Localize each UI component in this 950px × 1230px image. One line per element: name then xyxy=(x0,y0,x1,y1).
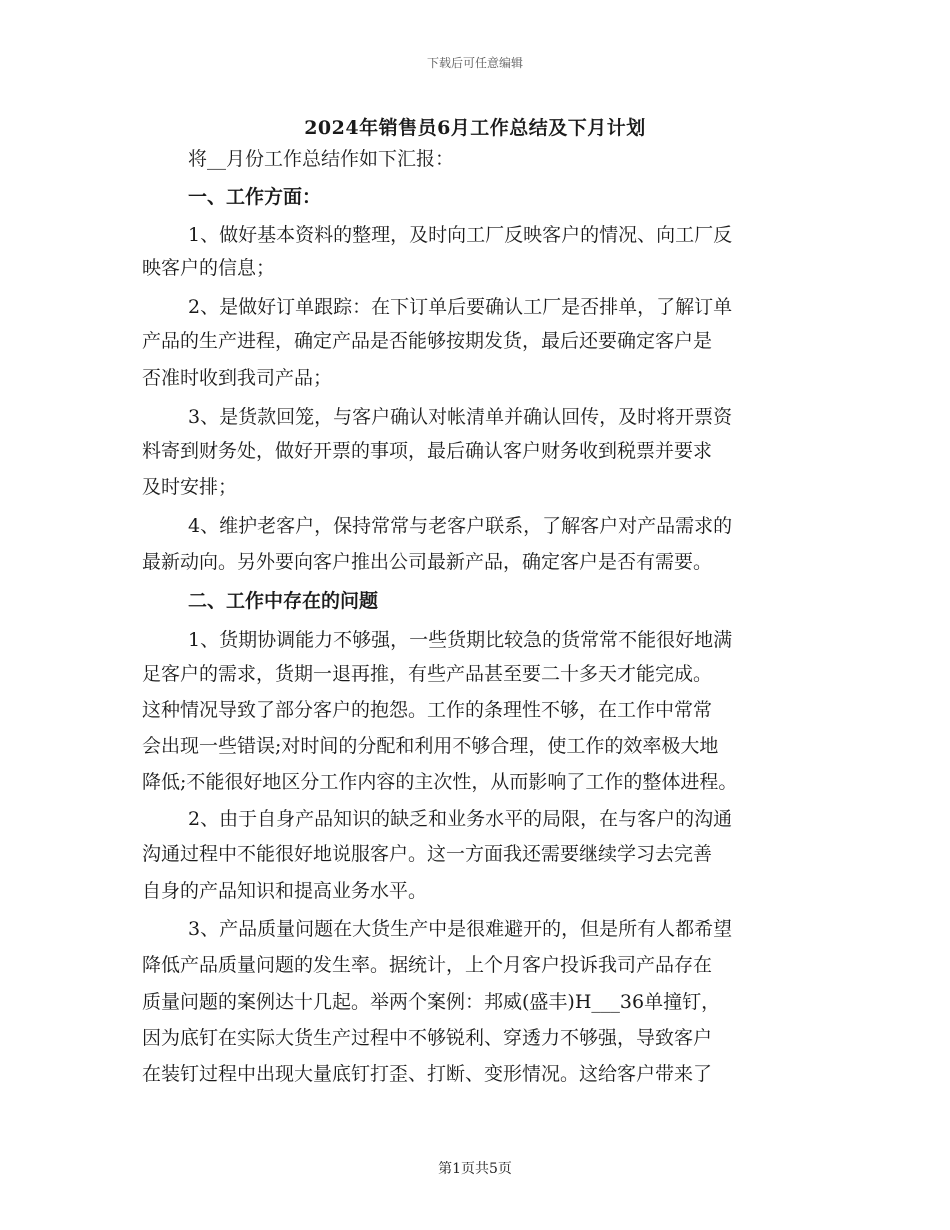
section-heading: 二、工作中存在的问题 xyxy=(188,590,379,612)
paragraph-line: 足客户的需求，货期一退再推，有些产品甚至要二十多天才能完成。 xyxy=(142,663,713,685)
paragraph-line: 3、产品质量问题在大货生产中是很难避开的，但是所有人都希望 xyxy=(188,918,733,940)
paragraph-line: 映客户的信息； xyxy=(142,257,276,279)
header-note: 下载后可任意编辑 xyxy=(426,56,523,70)
paragraph-line: 料寄到财务处，做好开票的事项，最后确认客户财务收到税票并要求 xyxy=(142,440,713,462)
paragraph-line: 因为底钉在实际大货生产过程中不够锐利、穿透力不够强，导致客户 xyxy=(142,1027,713,1049)
paragraph-line: 及时安排； xyxy=(142,476,238,498)
paragraph-line: 会出现一些错误;对时间的分配和利用不够合理，使工作的效率极大地 xyxy=(142,735,719,757)
paragraph-line: 降低产品质量问题的发生率。据统计，上个月客户投诉我司产品存在 xyxy=(142,954,713,976)
paragraph-line: 自身的产品知识和提高业务水平。 xyxy=(142,880,428,902)
paragraph-line: 质量问题的案例达十几起。举两个案例：邦威(盛丰)H___36单撞钉， xyxy=(142,991,721,1013)
document-title: 2024年销售员6月工作总结及下月计划 xyxy=(304,117,646,139)
paragraph-line: 4、维护老客户，保持常常与老客户联系，了解客户对产品需求的 xyxy=(188,515,733,537)
paragraph-line: 在装钉过程中出现大量底钉打歪、打断、变形情况。这给客户带来了 xyxy=(142,1063,713,1085)
paragraph-line: 2、是做好订单跟踪：在下订单后要确认工厂是否排单，了解订单 xyxy=(188,296,733,318)
paragraph-line: 2、由于自身产品知识的缺乏和业务水平的局限，在与客户的沟通 xyxy=(188,808,733,830)
paragraph-line: 3、是货款回笼，与客户确认对帐清单并确认回传，及时将开票资 xyxy=(188,406,733,428)
paragraph-line: 这种情况导致了部分客户的抱怨。工作的条理性不够，在工作中常常 xyxy=(142,699,713,721)
paragraph-line: 降低;不能很好地区分工作内容的主次性，从而影响了工作的整体进程。 xyxy=(142,771,738,793)
paragraph-line: 1、做好基本资料的整理，及时向工厂反映客户的情况、向工厂反 xyxy=(188,224,733,246)
paragraph-line: 最新动向。另外要向客户推出公司最新产品，确定客户是否有需要。 xyxy=(142,551,713,573)
paragraph-line: 1、货期协调能力不够强，一些货期比较急的货常常不能很好地满 xyxy=(188,629,733,651)
paragraph-line: 否准时收到我司产品； xyxy=(142,367,333,389)
page-number-footer: 第1页共5页 xyxy=(438,1161,512,1177)
section-heading: 一、工作方面： xyxy=(188,186,322,208)
paragraph-line: 沟通过程中不能很好地说服客户。这一方面我还需要继续学习去完善 xyxy=(142,843,713,865)
paragraph-line: 将__月份工作总结作如下汇报： xyxy=(188,148,455,170)
paragraph-line: 产品的生产进程，确定产品是否能够按期发货，最后还要确定客户是 xyxy=(142,330,713,352)
